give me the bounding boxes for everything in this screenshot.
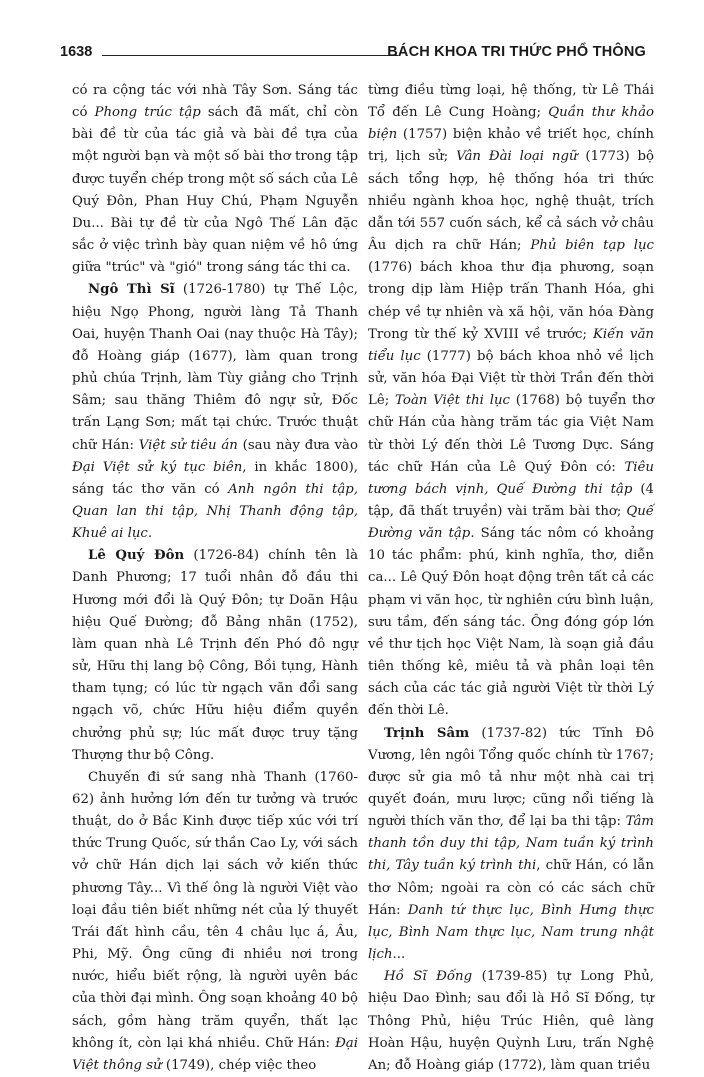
- paragraph-phong-truc: [72, 80, 358, 279]
- entry-trinh-sam: [368, 723, 654, 967]
- text: , in khắc 1800), sáng tác thơ văn có: [72, 459, 358, 497]
- entry-ho-si-dong: [368, 966, 654, 1077]
- text: .: [147, 526, 153, 542]
- book-title: Toàn Việt thi lục: [394, 393, 510, 409]
- text: (1773) bộ sách tổng hợp, hệ thống hóa tri thức nhiều ngành khoa học, nghệ thuật, trích dẫn tới 557 cuốn sách, kể cả sách vở châu Âu dịch ra chữ Hán;: [368, 149, 655, 254]
- book-title: Đại Việt sử ký tục biên: [72, 459, 243, 475]
- book-title: Phong trúc tập: [94, 105, 201, 121]
- entry-le-quy-don: [72, 545, 358, 767]
- book-title: Quần thư khảo biện: [368, 105, 655, 143]
- text: Chuyến đi sứ sang nhà Thanh (1760-62) ảnh hưởng lớn đến tư tưởng và trước thuật, do ở Bắc Kinh được tiếp xúc với trí thức Trung Quốc, sứ thần Cao Ly, với sách vở chữ Hán dịch lại sách vở kiến thức phương Tây... Vì thế ông là người Việt vào loại đầu tiên biết những nét của lý thuyết Trái đất hình cầu, tên 4 châu lục á, Âu, Phi, Mỹ. Ông cũng đi nhiều nơi trong nước, hiểu biết rộng, là người uyên bác của thời đại mình. Ông soạn khoảng 40 bộ sách, gồm hàng trăm quyển, thất lạc không ít, còn lại khá nhiều. Chữ Hán:: [72, 769, 358, 1051]
- book-title: Danh tứ thực lục, Bình Hưng thực lục, Bình Nam thực lục, Nam trung nhật lịch: [368, 902, 654, 963]
- text: có ra cộng tác với nhà Tây Sơn. Sáng tác có: [72, 83, 358, 121]
- text: (1726-84) chính tên là Danh Phương; 17 tuổi nhân đỗ đầu thi Hương mới đổi là Quý Đôn; tự Doãn Hậu hiệu Quế Đường; đỗ Bảng nhãn (1752), làm quan nhà Lê Trịnh đến Phó đô ngự sử, Hữu thị lang bộ Công, Bồi tụng, Hành tham tụng; có lúc từ ngạch văn đổi sang ngạch võ, chức Hữu hiệu điểm quyền chưởng phủ sự; lúc mất được truy tặng Thượng thư bộ Công.: [72, 548, 358, 763]
- book-title: Đại Việt thông sử: [72, 1035, 358, 1073]
- running-title: BÁCH KHOA TRI THỨC PHỔ THÔNG: [387, 44, 646, 60]
- book-title: Tiêu tương bách vịnh, Quế Đường thi tập: [368, 459, 654, 497]
- paragraph-le-quy-don-works: [368, 80, 654, 723]
- text: (1768) bộ tuyển thơ chữ Hán của hàng trăm tác gia Việt Nam từ thời Lý đến thời Lê Tương Dực. Sáng tác chữ Hán của Lê Quý Đôn có:: [368, 393, 654, 475]
- header-rule: [102, 55, 398, 56]
- book-title: Việt sử tiêu án: [138, 437, 238, 453]
- book-title: Quế Đường văn tập: [368, 503, 654, 542]
- text: (1749), chép việc theo: [161, 1057, 317, 1073]
- page-number: 1638: [60, 44, 93, 60]
- book-title: Phủ biên tạp lục: [530, 238, 654, 254]
- entry-name: Hồ Sĩ Đống: [384, 969, 473, 985]
- entry-ngo-thi-si: [72, 279, 358, 545]
- text: (1776) bách khoa thư địa phương, soạn trong dịp làm Hiệp trấn Thanh Hóa, ghi chép về tự nhiên và xã hội, văn hóa Đàng Trong từ thế kỷ XVIII về trước;: [368, 260, 654, 342]
- text: (1777) bộ bách khoa nhỏ về lịch sử, văn hóa Đại Việt từ thời Trần đến thời Lê;: [368, 348, 654, 409]
- text: (4 tập, đã thất truyền) vài trăm bài thơ;: [368, 481, 654, 519]
- paragraph-chuyen-di-su: [72, 767, 358, 1077]
- entry-name: Ngô Thì Sĩ: [88, 282, 175, 298]
- text: (1737-82) tức Tĩnh Đô Vương, lên ngôi Tổng quốc chính từ 1767; được sử gia mô tả như một nhà cai trị quyết đoán, mưu lược; cũng nổi tiếng là người thích văn thơ, để lại ba thi tập:: [368, 725, 654, 830]
- entry-name: Lê Quý Đôn: [88, 548, 185, 564]
- text: (1757) biện khảo về triết học, chính trị, lịch sử;: [368, 127, 654, 165]
- entry-name: Trịnh Sâm: [384, 725, 470, 741]
- text: (1739-85) tự Long Phủ, hiệu Dao Đình; sau đổi là Hồ Sĩ Đống, tự Thông Phủ, hiệu Trúc Hiên, quê làng Hoàn Hậu, huyện Quỳnh Lưu, trấn Nghệ An; đỗ Hoàng giáp (1772), làm quan triều: [368, 969, 654, 1073]
- text: (1726-1780) tự Thế Lộc, hiệu Ngọ Phong, người làng Tả Thanh Oai, huyện Thanh Oai (nay thuộc Hà Tây); đỗ Hoàng giáp (1677), làm quan trong phủ chúa Trịnh, làm Tùy giảng cho Trịnh Sâm; sau thăng Thiêm đô ngự sử, Đốc trấn Lạng Sơn; mất tại chức. Trước thuật chữ Hán:: [72, 282, 358, 453]
- text: sách đã mất, chỉ còn bài đề từ của tác giả và bài đề tựa của một người bạn và một số bài thơ trong tập được tuyển chép trong một số sách của Lê Quý Đôn, Phan Huy Chú, Phạm Nguyễn Du... Bài tự đề từ của Ngô Thế Lân đặc sắc ở việc trình bày quan niệm về hô ứng giữa "trúc" và "gió" trong sáng tác thi ca.: [72, 105, 358, 276]
- text: (sau này đưa vào: [237, 437, 358, 453]
- book-title: Tâm thanh tồn duy thi tập, Nam tuần ký trình thi, Tây tuần ký trình thi: [368, 814, 654, 874]
- book-title: Kiến văn tiểu lục: [368, 326, 654, 364]
- text: . Sáng tác nôm có khoảng 10 tác phẩm: phú, kinh nghĩa, thơ, diễn ca... Lê Quý Đôn hoạt động trên tất cả các phạm vi văn học, từ nghiên cứu bình luận, sưu tầm, đến sáng tác. Ông đóng góp lớn về thư tịch học Việt Nam, là soạn giả đầu tiên thống kê, miêu tả và phân loại tên sách của các tác giả người Việt từ thời Lý đến thời Lê.: [368, 526, 654, 719]
- book-title: Vân Đài loại ngữ: [456, 149, 578, 165]
- text: , chữ Hán, có lẫn thơ Nôm; ngoài ra còn có các sách chữ Hán:: [368, 858, 654, 918]
- right-column: [368, 80, 654, 1077]
- left-column: [72, 80, 358, 1077]
- page-header: [60, 44, 646, 66]
- text: từng điều từng loại, hệ thống, từ Lê Thái Tổ đến Lê Cung Hoàng;: [368, 83, 654, 121]
- book-title: Anh ngôn thi tập, Quan lan thi tập, Nhị Thanh động tập, Khuê ai lục: [72, 481, 358, 542]
- text: ...: [392, 947, 406, 963]
